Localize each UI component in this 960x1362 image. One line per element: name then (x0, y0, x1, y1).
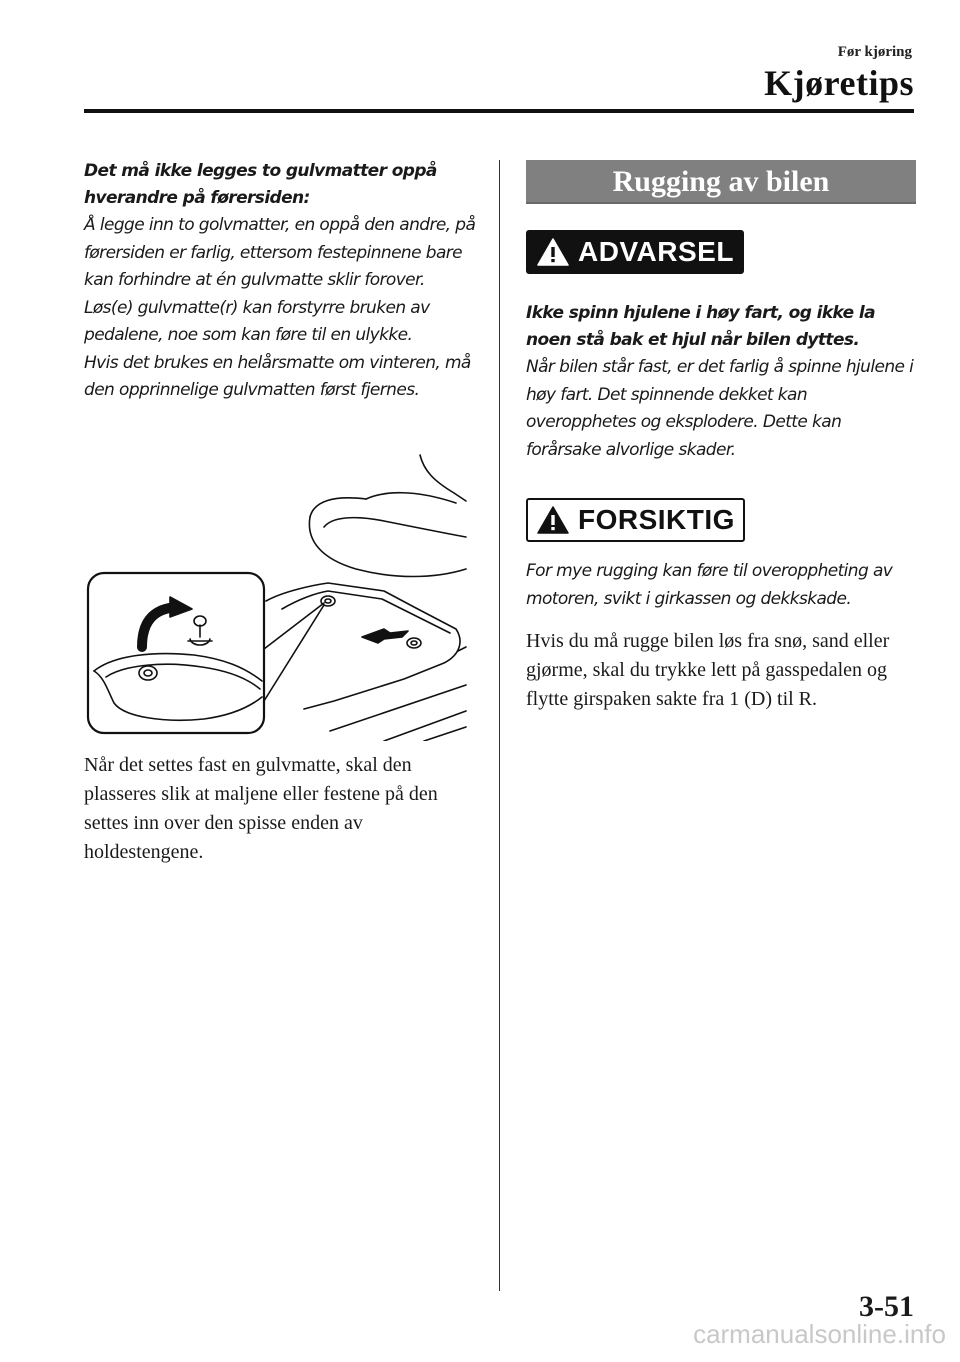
mat-warning-body-3: Hvis det brukes en helårsmatte om vinteren, må den opprinnelige gulvmatten først fjernes. (84, 352, 471, 400)
warning-badge-label: ADVARSEL (578, 236, 734, 267)
header-rule (84, 109, 914, 113)
caution-badge-label: FORSIKTIG (578, 504, 735, 535)
warning-badge (526, 230, 744, 274)
mat-warning-body: Å legge inn to golvmatter, en oppå den andre, på førersiden er farlig, ettersom festepinnene bare kan forhindre at én gulvmatte sklir forover. (84, 215, 476, 290)
floor-mat-clip-illustration (84, 441, 480, 741)
rocking-caution-body: For mye rugging kan føre til overoppheting av motoren, svikt i girkassen og dekkskade. (526, 561, 893, 609)
caution-triangle-icon (536, 505, 570, 535)
page-number: 3-51 (859, 1290, 914, 1323)
page-title: Kjøretips (764, 63, 914, 103)
column-divider (499, 160, 500, 1291)
spin-warning-body: Når bilen står fast, er det farlig å spinne hjulene i høy fart. Det spinnende dekket kan overopphetes og eksplodere. Dette kan forårsake alvorlige skader. (526, 357, 914, 460)
mat-instruction: Når det settes fast en gulvmatte, skal den plasseres slik at maljene eller festene på den settes inn over den spisse enden av holdestengene. (84, 753, 438, 863)
left-column (84, 158, 480, 867)
mat-warning-body-2: Løs(e) gulvmatte(r) kan forstyrre bruken av pedalene, noe som kan føre til en ulykke. (84, 297, 430, 345)
section-title-banner: Rugging av bilen (526, 160, 916, 204)
spin-warning-heading: Ikke spinn hjulene i høy fart, og ikke la noen stå bak et hjul når bilen dyttes. (526, 303, 875, 350)
rocking-instruction: Hvis du må rugge bilen løs fra snø, sand eller gjørme, skal du trykke lett på gasspedalen og flytte girspaken sakte fra 1 (D) til R. (526, 630, 890, 710)
header-section-label: Før kjøring (837, 44, 912, 60)
right-column (526, 160, 916, 714)
watermark: carmanualsonline.info (693, 1319, 946, 1349)
warning-triangle-icon (536, 237, 570, 267)
caution-badge (526, 498, 745, 542)
mat-warning-heading: Det må ikke legges to gulvmatter oppå hverandre på førersiden: (84, 161, 437, 208)
